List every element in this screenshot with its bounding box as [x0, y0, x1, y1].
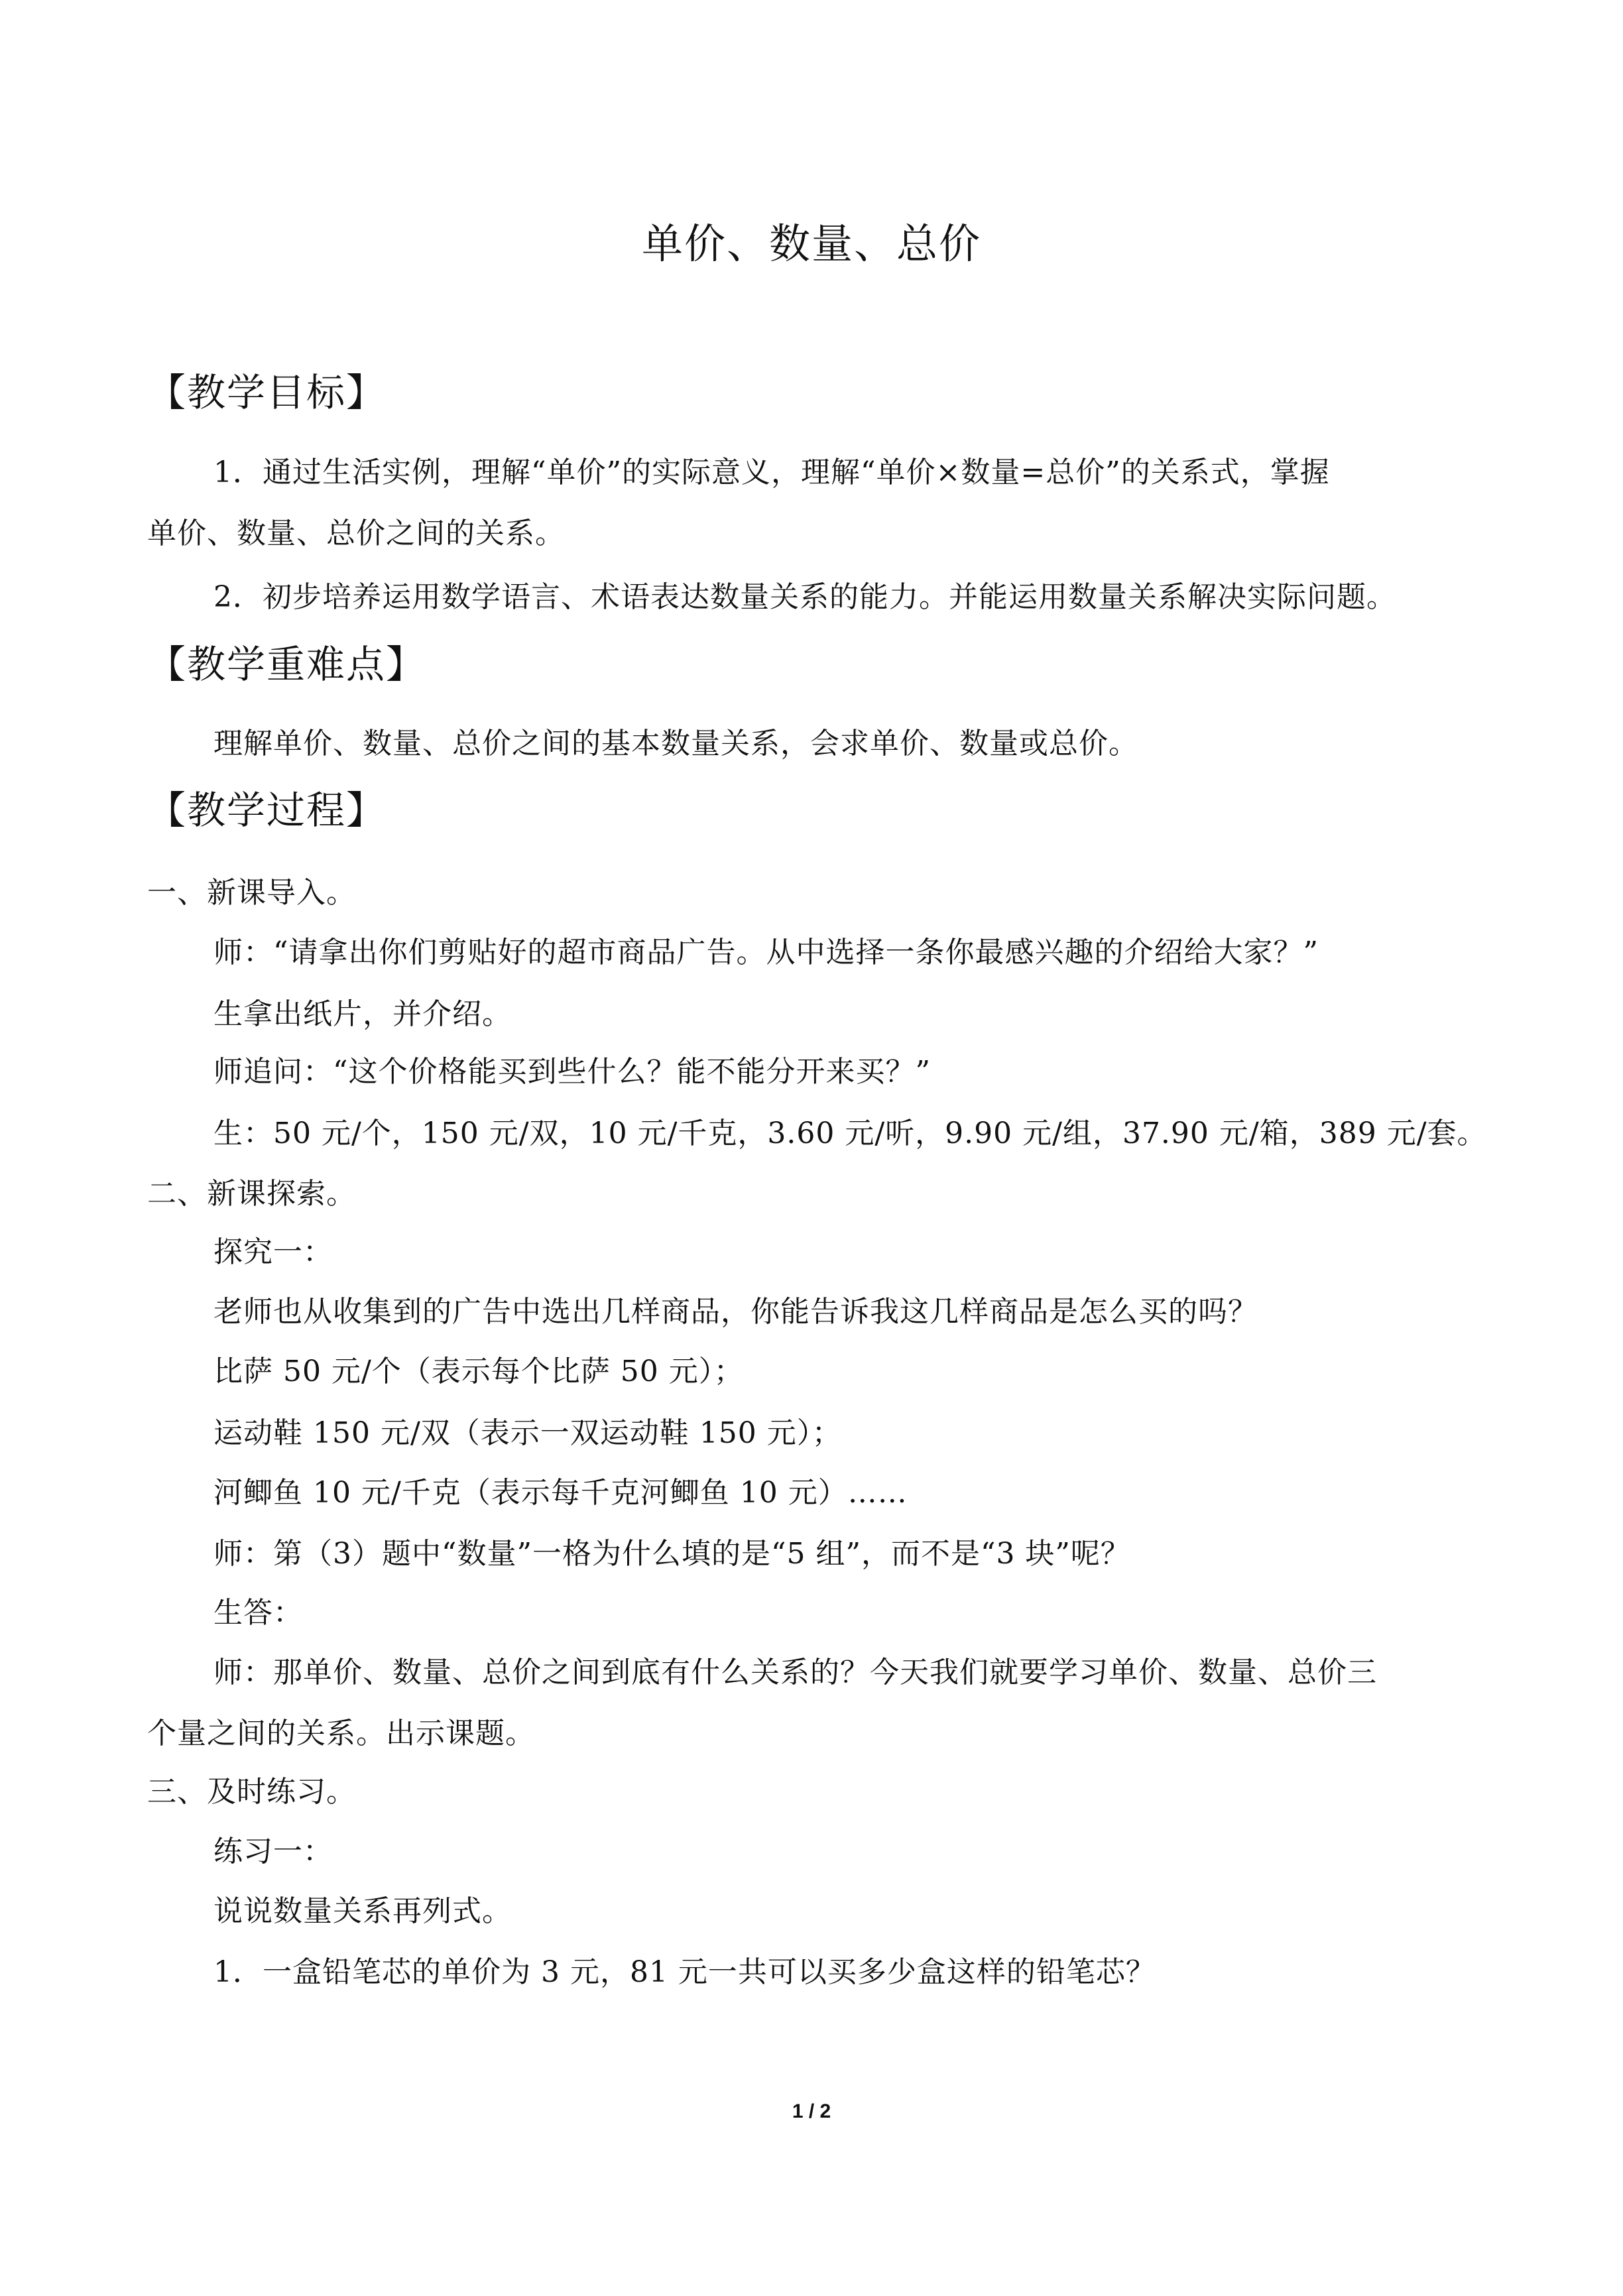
process-part-2-line-8: 师：那单价、数量、总价之间到底有什么关系的？今天我们就要学习单价、数量、总价三: [213, 1656, 1377, 1689]
section-heading-goals: 【教学目标】: [147, 370, 387, 415]
process-part-3-title: 三、及时练习。: [147, 1775, 356, 1809]
process-part-3-line-2: 说说数量关系再列式。: [213, 1894, 512, 1928]
process-part-2-line-5: 河鲫鱼 10 元/千克（表示每千克河鲫鱼 10 元）……: [213, 1476, 908, 1510]
process-part-2-line-7: 生答：: [213, 1596, 303, 1630]
process-part-2-line-3: 比萨 50 元/个（表示每个比萨 50 元）；: [213, 1355, 744, 1388]
process-part-2-line-2: 老师也从收集到的广告中选出几样商品，你能告诉我这几样商品是怎么买的吗？: [213, 1295, 1258, 1329]
process-part-2-line-6: 师：第（3）题中“数量”一格为什么填的是“5 组”，而不是“3 块”呢？: [213, 1537, 1130, 1571]
process-part-1-line-1: 师：“请拿出你们剪贴好的超市商品广告。从中选择一条你最感兴趣的介绍给大家？”: [213, 936, 1319, 969]
process-part-2-line-9: 个量之间的关系。出示课题。: [147, 1717, 535, 1750]
process-part-1-line-3: 师追问：“这个价格能买到些什么？能不能分开来买？”: [213, 1055, 931, 1089]
page-number: 1 / 2: [792, 2100, 831, 2122]
goals-paragraph-2: 2．初步培养运用数学语言、术语表达数量关系的能力。并能运用数量关系解决实际问题。: [213, 580, 1396, 614]
process-part-3-line-1: 练习一：: [213, 1835, 333, 1868]
goals-paragraph-1-line-2: 单价、数量、总价之间的关系。: [147, 516, 565, 550]
section-heading-key-points: 【教学重难点】: [147, 642, 426, 687]
process-part-1-line-4: 生：50 元/个，150 元/双，10 元/千克，3.60 元/听，9.90 元/组，37.90 元/箱，389 元/套。: [213, 1117, 1487, 1150]
process-part-2-line-1: 探究一：: [213, 1235, 333, 1269]
process-part-3-line-3: 1．一盒铅笔芯的单价为 3 元，81 元一共可以买多少盒这样的铅笔芯？: [213, 1955, 1156, 1989]
goals-paragraph-1-line-1: 1．通过生活实例，理解“单价”的实际意义，理解“单价×数量=总价”的关系式，掌握: [213, 455, 1330, 489]
process-part-1-title: 一、新课导入。: [147, 876, 356, 910]
key-points-paragraph: 理解单价、数量、总价之间的基本数量关系，会求单价、数量或总价。: [213, 727, 1138, 760]
process-part-2-title: 二、新课探索。: [147, 1177, 356, 1211]
process-part-2-line-4: 运动鞋 150 元/双（表示一双运动鞋 150 元）；: [213, 1416, 842, 1450]
document-title: 单价、数量、总价: [641, 219, 981, 268]
section-heading-process: 【教学过程】: [147, 788, 387, 833]
process-part-1-line-2: 生拿出纸片，并介绍。: [213, 997, 512, 1031]
